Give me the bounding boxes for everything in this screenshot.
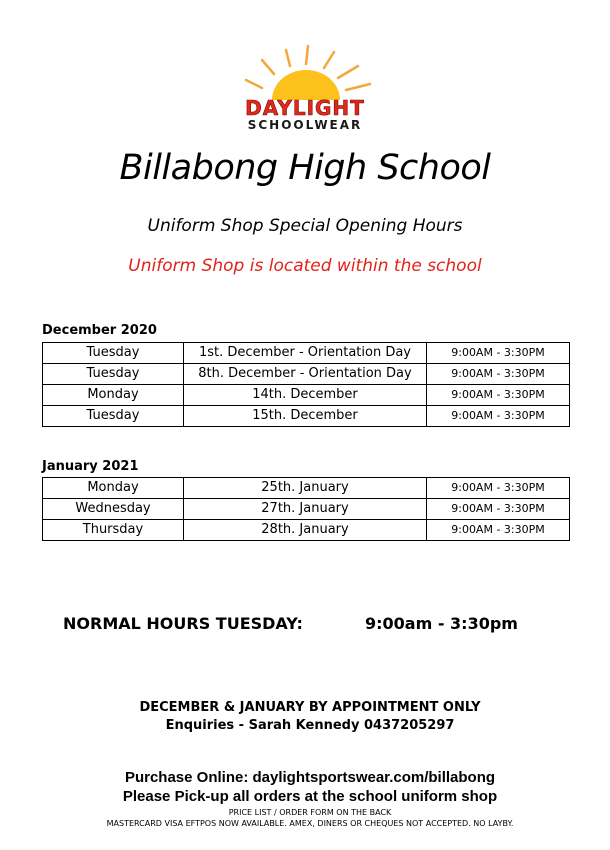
time-cell: 9:00AM - 3:30PM [427, 499, 570, 520]
date-cell: 1st. December - Orientation Day [184, 343, 427, 364]
time-cell: 9:00AM - 3:30PM [427, 385, 570, 406]
time-cell: 9:00AM - 3:30PM [427, 364, 570, 385]
logo-brand-subname: SCHOOLWEAR [247, 118, 363, 132]
time-cell: 9:00AM - 3:30PM [427, 406, 570, 427]
table-row [43, 343, 570, 364]
normal-hours-label: NORMAL HOURS TUESDAY: [63, 614, 303, 633]
table-row [43, 385, 570, 406]
fine-print [0, 807, 610, 829]
date-cell: 27th. January [184, 499, 427, 520]
day-cell: Thursday [43, 520, 184, 541]
december-table [42, 342, 570, 427]
payment-note: MASTERCARD VISA EFTPOS NOW AVAILABLE. AMEX, DINERS OR CHEQUES NOT ACCEPTED. NO LAYBY. [106, 819, 514, 828]
table-row [43, 499, 570, 520]
table-row [43, 520, 570, 541]
day-cell: Tuesday [43, 406, 184, 427]
day-cell: Monday [43, 478, 184, 499]
school-title: Billabong High School [119, 148, 491, 188]
table-row [43, 478, 570, 499]
time-cell: 9:00AM - 3:30PM [427, 343, 570, 364]
date-cell: 8th. December - Orientation Day [184, 364, 427, 385]
day-cell: Tuesday [43, 364, 184, 385]
location-note: Uniform Shop is located within the school [128, 256, 482, 276]
appointment-note [0, 699, 610, 735]
price-list-note: PRICE LIST / ORDER FORM ON THE BACK [228, 808, 392, 817]
time-cell: 9:00AM - 3:30PM [427, 520, 570, 541]
daylight-schoolwear-logo [224, 44, 386, 136]
january-table [42, 477, 570, 541]
logo-brand-name: DAYLIGHT [245, 96, 365, 120]
time-cell: 9:00AM - 3:30PM [427, 478, 570, 499]
date-cell: 15th. December [184, 406, 427, 427]
day-cell: Monday [43, 385, 184, 406]
normal-hours-time: 9:00am - 3:30pm [365, 614, 518, 633]
date-cell: 14th. December [184, 385, 427, 406]
january-label: January 2021 [42, 459, 139, 474]
purchase-online-line: Purchase Online: daylightsportswear.com/billabong [124, 769, 496, 786]
table-row [43, 406, 570, 427]
table-row [43, 364, 570, 385]
enquiries-line: Enquiries - Sarah Kennedy 0437205297 [165, 718, 455, 733]
subtitle: Uniform Shop Special Opening Hours [147, 216, 463, 236]
appointment-line: DECEMBER & JANUARY BY APPOINTMENT ONLY [139, 700, 481, 715]
date-cell: 28th. January [184, 520, 427, 541]
day-cell: Tuesday [43, 343, 184, 364]
day-cell: Wednesday [43, 499, 184, 520]
december-label: December 2020 [42, 323, 157, 338]
date-cell: 25th. January [184, 478, 427, 499]
purchase-note [0, 768, 610, 806]
pickup-line: Please Pick-up all orders at the school uniform shop [122, 788, 498, 805]
